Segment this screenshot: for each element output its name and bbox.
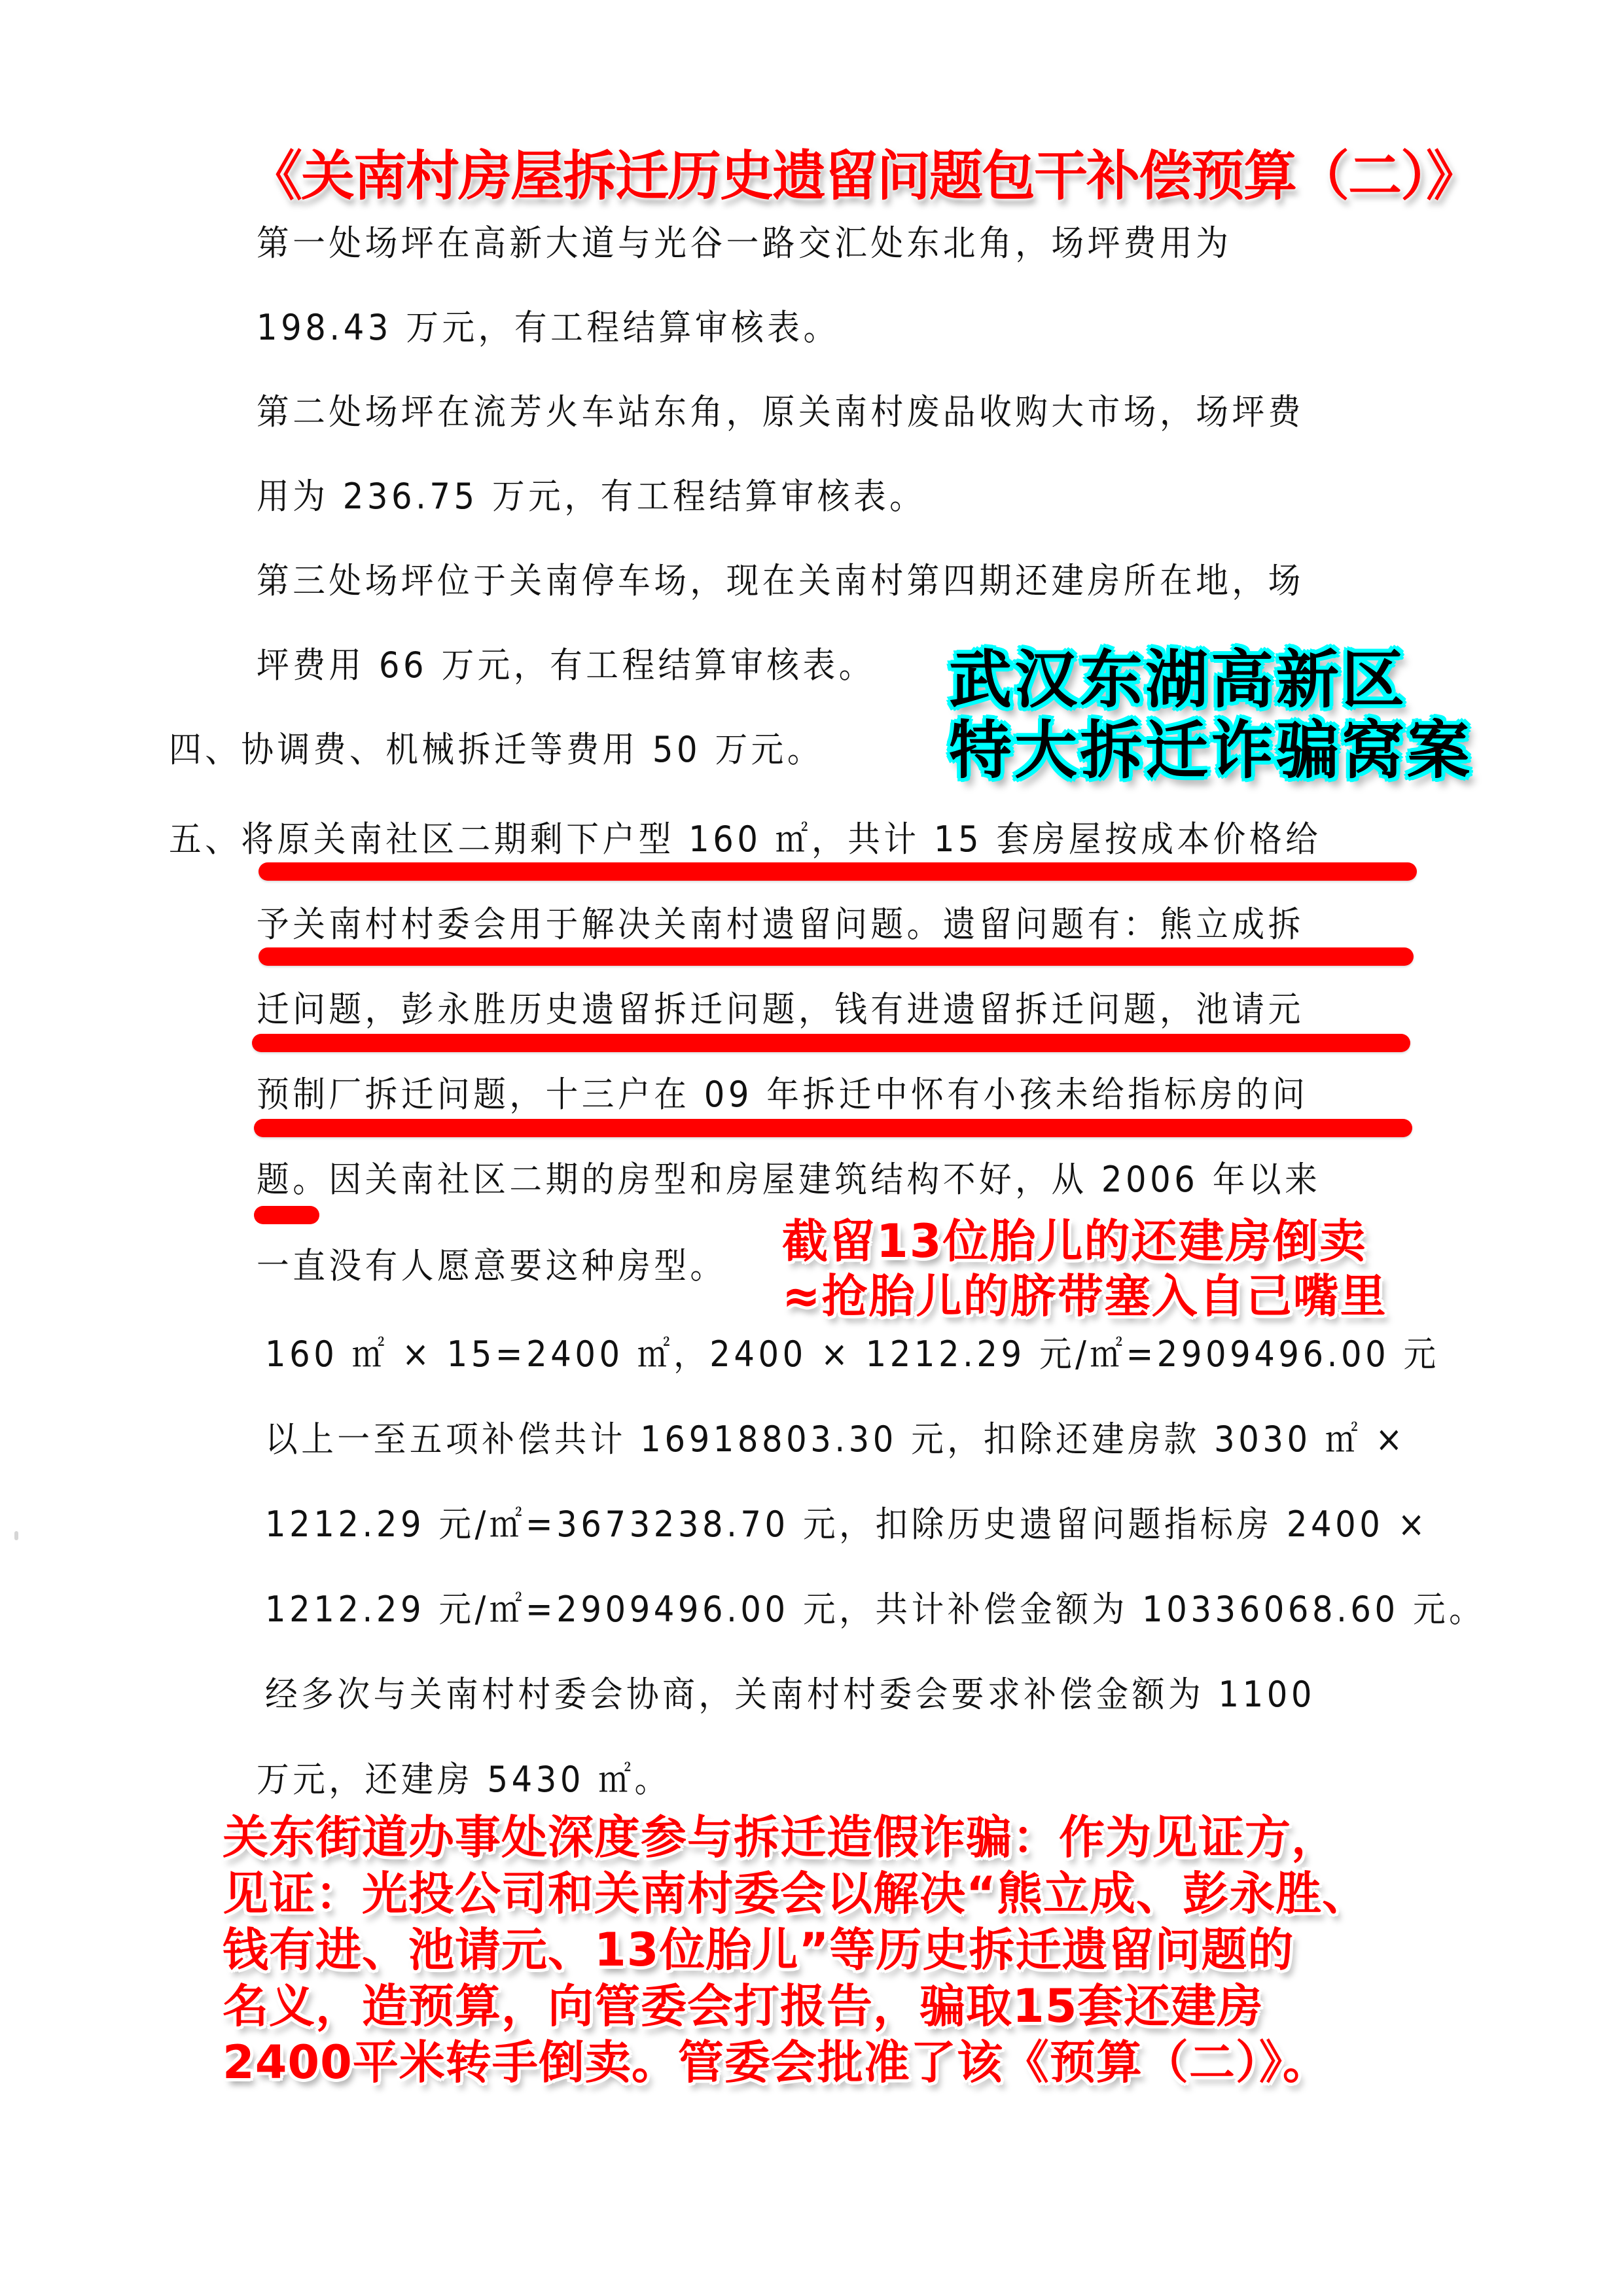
paragraph-line: 第一处场坪在高新大道与光谷一路交汇处东北角，场坪费用为: [257, 222, 1232, 264]
paragraph-line: 一直没有人愿意要这种房型。: [257, 1245, 726, 1286]
red-underline-short: [254, 1206, 319, 1224]
paragraph-line: 万元，还建房 5430 ㎡。: [257, 1759, 671, 1800]
fetus-annotation-line1: 截留13位胎儿的还建房倒卖: [782, 1214, 1367, 1268]
paragraph-line: 用为 236.75 万元，有工程结算审核表。: [257, 476, 926, 517]
bottom-annotation-line: 2400平米转手倒卖。管委会批准了该《预算（二）》。: [223, 2036, 1329, 2089]
paragraph-line: 坪费用 66 万元，有工程结算审核表。: [257, 645, 875, 686]
paragraph-line: 题。因关南社区二期的房型和房屋建筑结构不好，从 2006 年以来: [257, 1159, 1321, 1200]
paragraph-line: 预制厂拆迁问题，十三户在 09 年拆迁中怀有小孩未给指标房的问: [257, 1074, 1309, 1115]
section-five-line: 五、将原关南社区二期剩下户型 160 ㎡，共计 15 套房屋按成本价格给: [169, 819, 1322, 860]
paragraph-line: 以上一至五项补偿共计 16918803.30 元，扣除还建房款 3030 ㎡ ×: [265, 1419, 1406, 1460]
case-stamp: [949, 643, 1472, 787]
bottom-annotation-line: 钱有进、池请元、13位胎儿”等历史拆迁遗留问题的: [223, 1923, 1294, 1977]
red-underline: [259, 947, 1414, 966]
paragraph-line: 198.43 万元，有工程结算审核表。: [257, 307, 840, 348]
paragraph-line: 迁问题，彭永胜历史遗留拆迁问题，钱有进遗留拆迁问题，池请元: [257, 989, 1304, 1030]
document-title: 《关南村房屋拆迁历史遗留问题包干补偿预算（二）》: [249, 145, 1479, 207]
scan-artifact: [14, 1531, 18, 1540]
bottom-annotation-line: 关东街道办事处深度参与拆迁造假诈骗：作为见证方，: [223, 1810, 1338, 1864]
case-stamp-line1: 武汉东湖高新区: [949, 643, 1407, 716]
calculation-line: 160 ㎡ × 15=2400 ㎡，2400 × 1212.29 元/㎡=2909496.00 元: [265, 1333, 1440, 1375]
fetus-annotation-line2: ≈抢胎儿的脐带塞入自己嘴里: [782, 1269, 1387, 1323]
fetus-annotation: [782, 1214, 1387, 1324]
bottom-annotation-line: 名义，造预算，向管委会打报告，骗取15套还建房: [223, 1979, 1264, 2033]
section-four-heading: 四、协调费、机械拆迁等费用 50 万元。: [169, 729, 824, 770]
paragraph-line: 予关南村村委会用于解决关南村遗留问题。遗留问题有：熊立成拆: [257, 904, 1304, 945]
paragraph-line: 1212.29 元/㎡=2909496.00 元，共计补偿金额为 10336068.60 元。: [265, 1589, 1486, 1630]
bottom-annotation-line: 见证：光投公司和关南村委会以解决“熊立成、彭永胜、: [223, 1867, 1369, 1920]
paragraph-line: 经多次与关南村村委会协商，关南村村委会要求补偿金额为 1100: [265, 1674, 1316, 1715]
case-stamp-line2: 特大拆迁诈骗窝案: [949, 714, 1472, 787]
red-underline: [259, 862, 1417, 881]
red-underline: [254, 1119, 1412, 1137]
bottom-annotation: [223, 1809, 1368, 2091]
paragraph-line: 1212.29 元/㎡=3673238.70 元，扣除历史遗留问题指标房 2400 ×: [265, 1504, 1429, 1545]
paragraph-line: 第二处场坪在流芳火车站东角，原关南村废品收购大市场，场坪费: [257, 391, 1304, 433]
paragraph-line: 第三处场坪位于关南停车场，现在关南村第四期还建房所在地，场: [257, 560, 1304, 601]
red-underline: [252, 1034, 1410, 1052]
